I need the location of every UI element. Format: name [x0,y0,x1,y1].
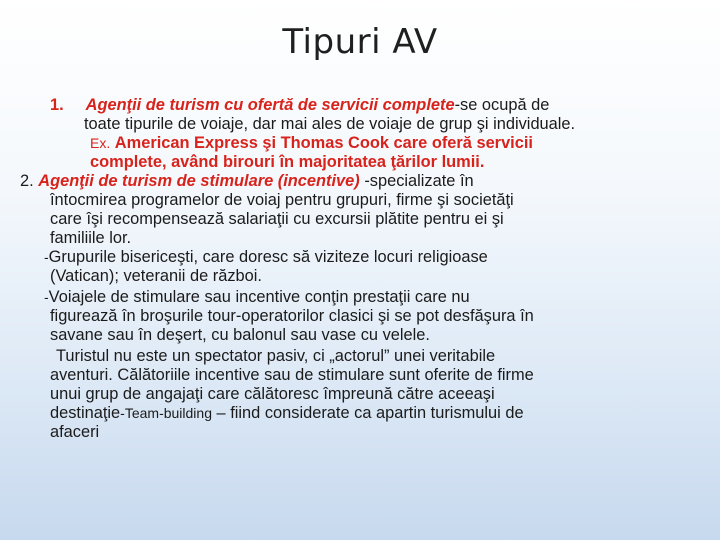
example-text-1: American Express şi Thomas Cook care oferă servicii [114,134,533,152]
turist-line-4 [50,404,696,423]
item-2-line-2: întocmirea programelor de voiaj pentru grupuri, firme şi societăţi [50,191,514,209]
destinatie-text: destinaţie [50,404,121,422]
slide-body [20,96,696,442]
team-building-text: -Team-building [120,405,212,421]
turist-line-2: aventuri. Călătoriile incentive sau de stimulare sunt oferite de firme [50,366,534,384]
group-text-1: Grupurile bisericeşti, care doresc să viziteze locuri religioase [48,248,488,266]
group-line-1 [44,248,696,267]
item-1-example-line-1 [50,134,696,153]
item-1-line-1 [50,96,696,115]
item-1-line-1-rest: -se ocupă de [454,96,550,114]
item-2-heading: Agenţii de turism de stimulare (incentive) [38,172,360,190]
turist-line-5: afaceri [50,423,100,441]
voiaje-text-1: Voiajele de stimulare sau incentive conţin prestaţii care nu [48,288,470,306]
turist-line-3: unui grup de angajaţi care călătoresc împreună către aceeaşi [50,385,495,403]
turist-line-4-rest: – fiind considerate ca apartin turismului de [212,404,524,422]
item-2-number: 2. [20,172,34,190]
voiaje-line-3: savane sau în deşert, cu balonul sau vase cu velele. [50,326,430,344]
voiaje-dash: - [44,289,49,305]
turist-line-1: Turistul nu este un spectator pasiv, ci „actorul” unei veritabile [56,347,496,365]
item-2-line-4: familiile lor. [50,229,132,247]
item-1-number: 1. [50,96,64,114]
item-1-heading: Agenţii de turism cu ofertă de servicii complete [85,96,455,114]
slide-title: Tipuri AV [282,22,438,62]
group-line-2: (Vatican); veteranii de război. [50,267,262,285]
voiaje-line-1 [44,288,696,307]
voiaje-line-2: figurează în broşurile tour-operatorilor clasici şi se pot desfăşura în [50,307,534,325]
item-1-example-line-2: complete, având birouri în majoritatea ţărilor lumii. [90,153,485,171]
example-label: Ex. [90,135,111,151]
item-2-line-3: care îşi recompensează salariaţii cu excursii plătite pentru ei şi [50,210,504,228]
group-dash: - [44,249,49,265]
item-2-line-1-rest: -specializate în [364,172,474,190]
item-2-line-1 [20,172,696,191]
item-1-line-2: toate tipurile de voiaje, dar mai ales de voiaje de grup şi individuale. [84,115,576,133]
